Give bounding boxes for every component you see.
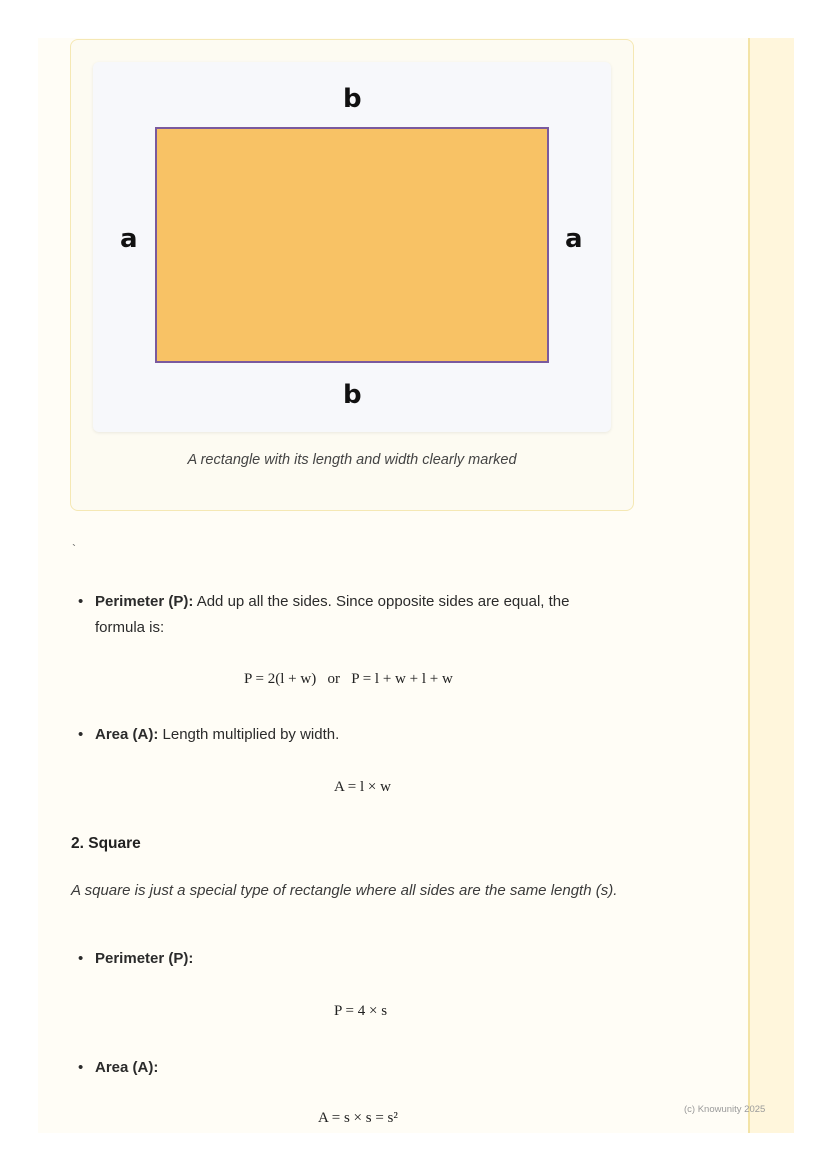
square-perimeter-term: Perimeter (P):: [95, 950, 194, 967]
rectangle-diagram: [93, 62, 611, 432]
formula-rectangle-perimeter: P = 2(l + w) or P = l + w + l + w: [244, 671, 453, 687]
label-bottom-b: b: [343, 380, 362, 410]
bullet-dot: •: [78, 726, 84, 743]
label-right-a: a: [565, 224, 583, 254]
perimeter-text: Add up all the sides. Since opposite sides are equal, the formula is:: [95, 593, 570, 636]
figure-card: [70, 39, 634, 511]
page-margin-strip: [748, 38, 794, 1133]
perimeter-term: Perimeter (P):: [95, 593, 194, 610]
square-area-term: Area (A):: [95, 1059, 159, 1076]
rectangle-shape: [155, 127, 549, 363]
stray-mark: `: [72, 542, 76, 556]
bullet-dot: •: [78, 950, 84, 967]
copyright-notice: (c) Knowunity 2025: [684, 1104, 766, 1115]
bullet-square-perimeter: [78, 946, 193, 972]
bullet-dot: •: [78, 593, 84, 610]
formula-square-area: A = s × s = s²: [318, 1110, 398, 1126]
formula-square-perimeter: P = 4 × s: [334, 1003, 388, 1019]
bullet-dot: •: [78, 1059, 84, 1076]
square-description: A square is just a special type of rectangle where all sides are the same length (s).: [71, 882, 618, 899]
formula-rectangle-area: A = l × w: [334, 779, 391, 795]
bullet-perimeter: [78, 589, 618, 641]
label-left-a: a: [120, 224, 138, 254]
bullet-area: [78, 722, 618, 748]
bullet-square-area: [78, 1055, 158, 1081]
area-text: Length multiplied by width.: [158, 726, 340, 743]
figure-caption: A rectangle with its length and width clearly marked: [187, 452, 517, 468]
label-top-b: b: [343, 84, 362, 114]
area-term: Area (A):: [95, 726, 159, 743]
section-heading-square: 2. Square: [71, 835, 141, 852]
